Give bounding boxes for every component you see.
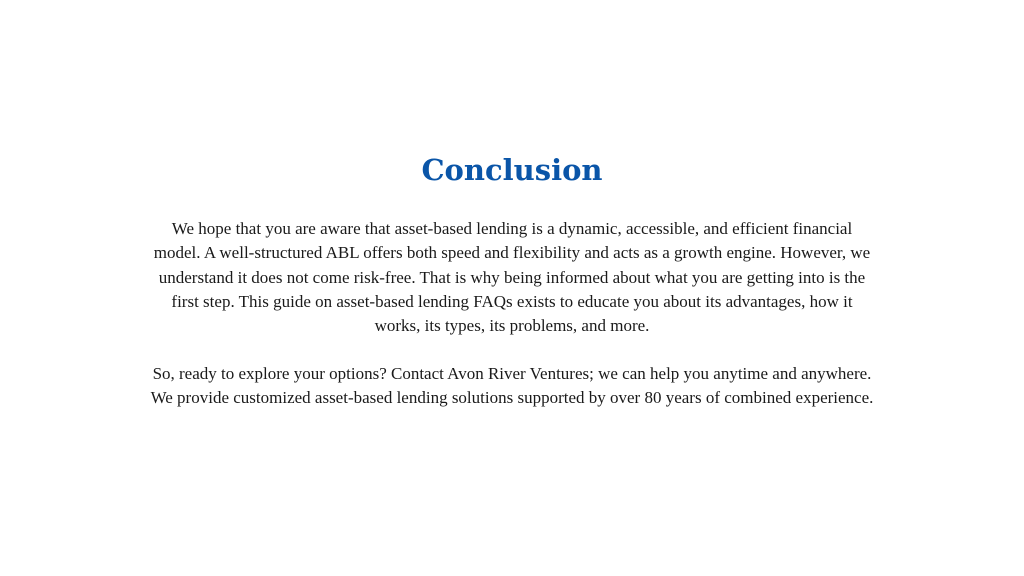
slide-title: Conclusion — [421, 153, 603, 187]
conclusion-paragraph-2: So, ready to explore your options? Contact Avon River Ventures; we can help you anytime and anywhere. We provide customized asset-based lending solutions supported by over 80 years of combined experience. — [150, 364, 874, 408]
conclusion-paragraph-1: We hope that you are aware that asset-based lending is a dynamic, accessible, and efficient financial model. A well-structured ABL offers both speed and flexibility and acts as a growth engine. However, we understand it does not come risk-free. That is why being informed about what you are getting into is the first step. This guide on asset-based lending FAQs exists to educate you about its advantages, how it works, its types, its problems, and more. — [153, 219, 871, 336]
